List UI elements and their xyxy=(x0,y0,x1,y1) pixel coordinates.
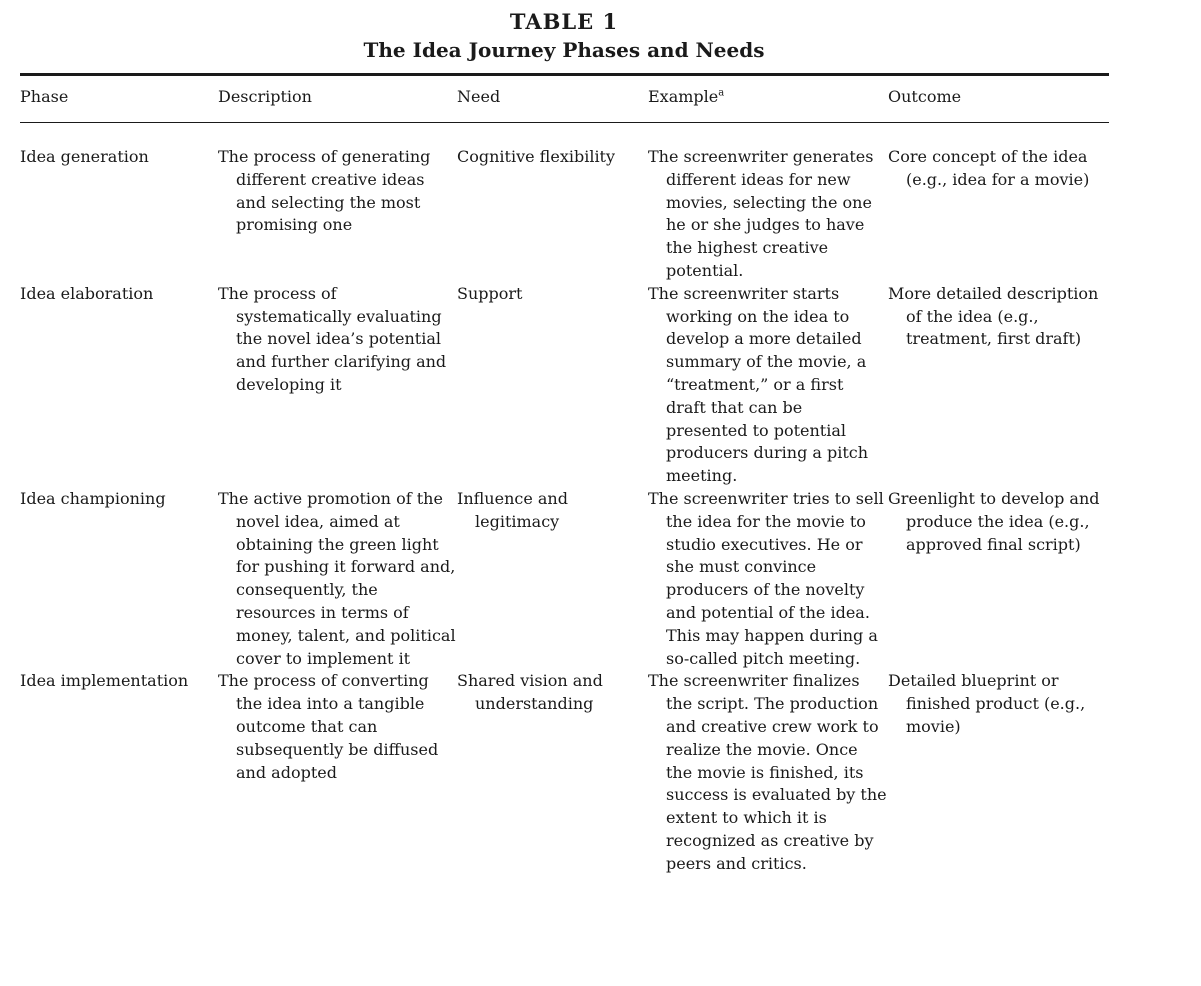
header-row xyxy=(20,86,1110,122)
header-outcome: Outcome xyxy=(888,87,962,106)
cell-example: The screenwriter generates different ideas for new movies, selecting the one he or she judges to have the highest creative potential. xyxy=(648,147,874,280)
header-phase: Phase xyxy=(20,87,69,106)
table-row xyxy=(20,488,1110,670)
table-row xyxy=(20,146,1110,283)
idea-journey-table xyxy=(20,86,1110,876)
cell-outcome: Core concept of the idea (e.g., idea for a movie) xyxy=(888,147,1090,189)
header-need: Need xyxy=(457,87,501,106)
table-label: TABLE 1 xyxy=(509,9,619,34)
cell-description: The process of generating different creative ideas and selecting the most promising one xyxy=(218,147,431,235)
header-example xyxy=(648,86,888,122)
cell-outcome: Detailed blueprint or finished product (e.g., movie) xyxy=(888,671,1086,736)
table-row xyxy=(20,283,1110,488)
table-title: The Idea Journey Phases and Needs xyxy=(363,38,765,62)
cell-need: Cognitive flexibility xyxy=(457,147,616,166)
cell-need: Influence and legitimacy xyxy=(457,488,568,531)
cell-phase: Idea implementation xyxy=(20,671,189,691)
header-example-text: Example xyxy=(648,87,719,106)
cell-description: The process of systematically evaluating the novel idea’s potential and further clarifying and developing it xyxy=(218,283,447,394)
cell-need: Shared vision and understanding xyxy=(457,671,603,714)
cell-description: The active promotion of the novel idea, aimed at obtaining the green light for pushing it forward and, consequently, the resources in terms of money, talent, and political cover to implement it xyxy=(218,488,456,668)
footnote-mark: a xyxy=(718,87,725,99)
cell-description: The process of converting the idea into a tangible outcome that can subsequently be diffused and adopted xyxy=(218,671,439,782)
table-caption xyxy=(20,8,1108,64)
cell-example: The screenwriter tries to sell the idea for the movie to studio executives. He or she must convince producers of the novelty and potential of the idea. This may happen during a so-called pitch meeting. xyxy=(648,488,884,668)
header-description: Description xyxy=(218,87,312,106)
cell-phase: Idea generation xyxy=(20,147,149,166)
header-spacer xyxy=(20,122,1110,146)
cell-need: Support xyxy=(457,283,523,303)
cell-example: The screenwriter finalizes the script. The production and creative crew work to realize the movie. Once the movie is finished, its success is evaluated by the extent to which it is recognized as creative by peers and critics. xyxy=(648,671,887,873)
table-row xyxy=(20,670,1110,875)
cell-phase: Idea elaboration xyxy=(20,283,154,303)
cell-outcome: More detailed description of the idea (e.g., treatment, first draft) xyxy=(888,283,1099,349)
cell-outcome: Greenlight to develop and produce the idea (e.g., approved final script) xyxy=(888,488,1100,554)
cell-phase: Idea championing xyxy=(20,488,166,508)
cell-example: The screenwriter starts working on the idea to develop a more detailed summary of the movie, a “treatment,” or a first draft that can be presented to potential producers during a pitch meeting. xyxy=(648,283,869,486)
top-rule xyxy=(20,73,1109,76)
